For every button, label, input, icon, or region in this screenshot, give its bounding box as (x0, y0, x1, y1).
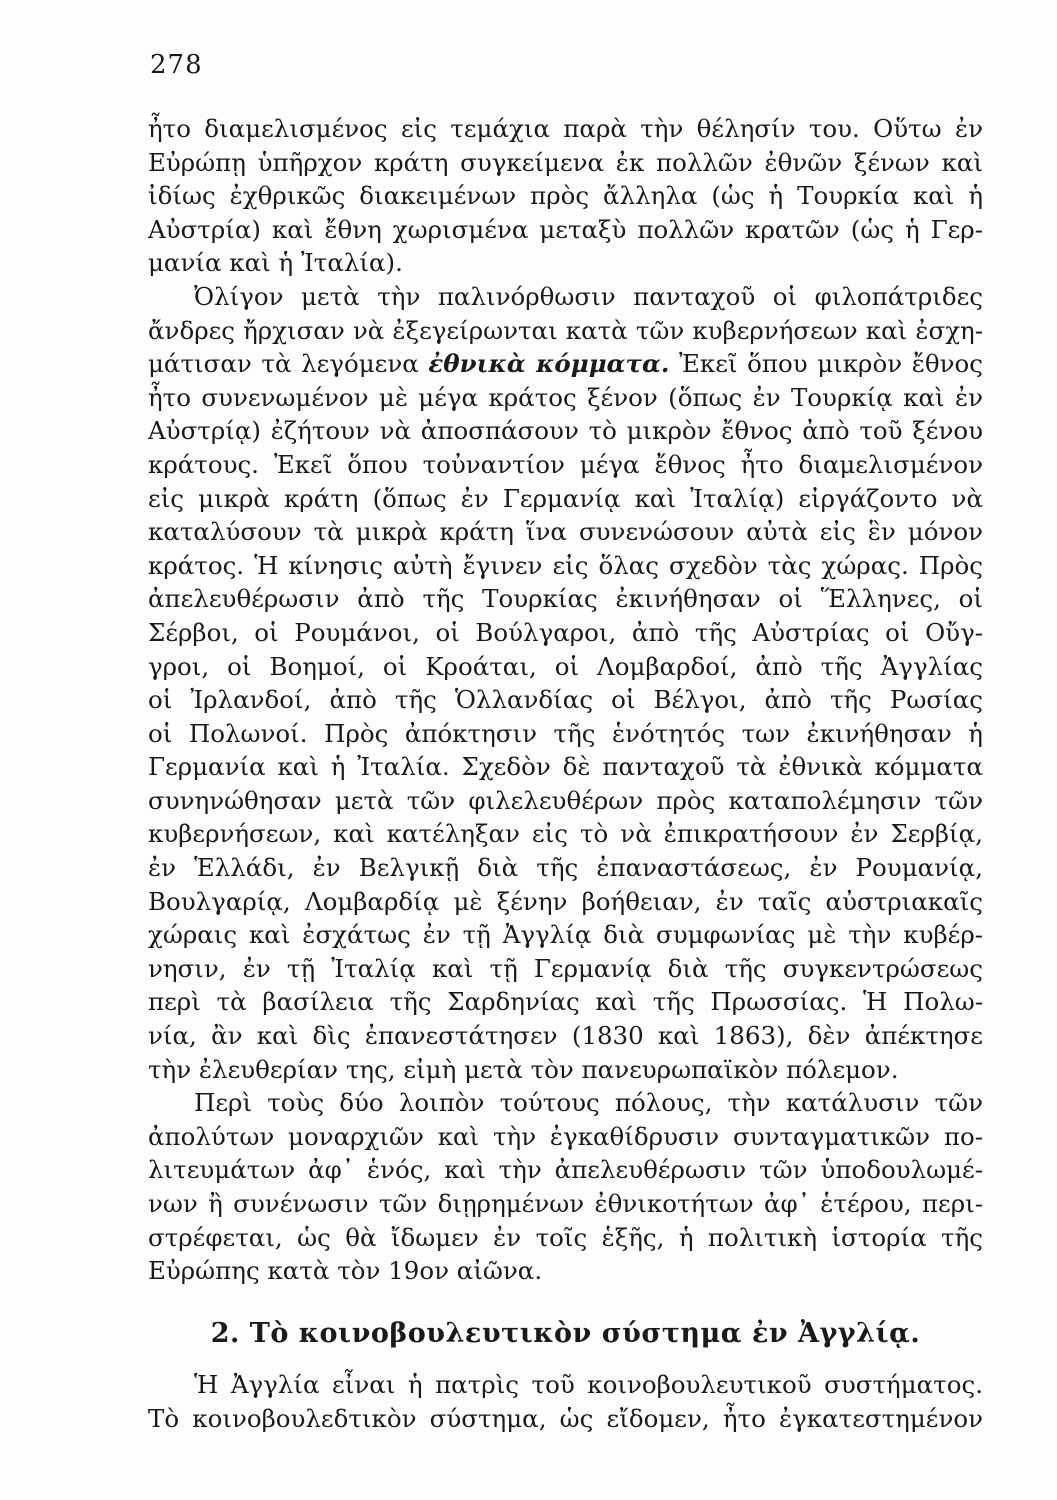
text-line: Ὀλίγον μετὰ τὴν παλινόρθωσιν πανταχοῦ οἱ φιλοπάτριδες (194, 281, 983, 311)
text-line: Ἡ Ἀγγλία εἶναι ἡ πατρὶς τοῦ κοινοβουλευτικοῦ συστήματος. (194, 1370, 983, 1399)
text-line: ἰδίως ἐχθρικῶς διακειμένων πρὸς ἄλληλα (ὡς ἡ Τουρκία καὶ ἡ (148, 181, 983, 211)
text-line: νησιν, ἐν τῇ Ἰταλίᾳ καὶ τῇ Γερμανίᾳ διὰ τῆς συγκεντρώσεως (148, 953, 983, 983)
body-text (148, 112, 983, 1288)
section-heading: 2. Τὸ κοινοβουλευτικὸν σύστημα ἐν Ἀγγλίᾳ. (210, 1318, 921, 1349)
text-line: νων ἢ συνένωσιν τῶν διῃρημένων ἐθνικοτήτων ἀφ᾽ ἑτέρου, περι- (148, 1189, 983, 1218)
text-line: ἀπελευθέρωσιν ἀπὸ τῆς Τουρκίας ἐκινήθησαν οἱ Ἕλληνες, οἱ (148, 584, 983, 614)
text-line: Γερμανία καὶ ἡ Ἰταλία. Σχεδὸν δὲ πανταχοῦ τὰ ἐθνικὰ κόμματα (148, 752, 983, 782)
text-line: γροι, οἱ Βοημοί, οἱ Κροάται, οἱ Λομβαρδοί, ἀπὸ τῆς Ἀγγλίας (148, 651, 983, 681)
text-line: Βουλγαρίᾳ, Λομβαρδίᾳ μὲ ξένην βοήθειαν, ἐν ταῖς αὐστριακαῖς (148, 886, 983, 916)
text-line: συνηνώθησαν μετὰ τῶν φιλελευθέρων πρὸς καταπολέμησιν τῶν (148, 785, 983, 815)
text-line: περὶ τὰ βασίλεια τῆς Σαρδηνίας καὶ τῆς Πρωσσίας. Ἡ Πολω- (148, 987, 983, 1017)
text-line: στρέφεται, ὡς θὰ ἴδωμεν ἐν τοῖς ἑξῆς, ἡ πολιτικὴ ἱστορία τῆς (148, 1222, 983, 1252)
text-line-with-emphasis (148, 347, 983, 381)
emphasized-term: ἐθνικὰ κόμματα. (428, 349, 670, 379)
text-segment: μάτισαν τὰ λεγόμενα (148, 349, 419, 379)
text-line: Σέρβοι, οἱ Ρουμάνοι, οἱ Βούλγαροι, ἀπὸ τῆς Αὐστρίας οἱ Οὔγ- (148, 617, 983, 647)
text-line: Εὐρώπῃ ὑπῆρχον κράτη συγκείμενα ἐκ πολλῶν ἐθνῶν ξένων καὶ (148, 147, 983, 177)
text-line: Αὐστρίᾳ) ἐζήτουν νὰ ἀποσπάσουν τὸ μικρὸν ἔθνος ἀπὸ τοῦ ξένου (148, 416, 983, 446)
text-line: εἰς μικρὰ κράτη (ὅπως ἐν Γερμανίᾳ καὶ Ἰταλίᾳ) εἰργάζοντο νὰ (148, 483, 983, 513)
text-line: Αὐστρία) καὶ ἔθνη χωρισμένα μεταξὺ πολλῶν κρατῶν (ὡς ἡ Γερ- (148, 214, 983, 244)
text-line: ἀπολύτων μοναρχιῶν καὶ τὴν ἐγκαθίδρυσιν συνταγματικῶν πο- (148, 1121, 983, 1151)
page-number: 278 (150, 50, 203, 80)
text-line: κράτους. Ἐκεῖ ὅπου τοὐναντίον μέγα ἔθνος ἦτο διαμελισμένον (148, 449, 983, 479)
text-line: οἱ Ἰρλανδοί, ἀπὸ τῆς Ὁλλανδίας οἱ Βέλγοι, ἀπὸ τῆς Ρωσίας (148, 685, 983, 715)
text-line: μανία καὶ ἡ Ἰταλία). (148, 248, 403, 278)
text-line: ἦτο διαμελισμένος εἰς τεμάχια παρὰ τὴν θέλησίν του. Οὕτω ἐν (148, 114, 983, 143)
text-line: καταλύσουν τὰ μικρὰ κράτη ἵνα συνενώσουν αὐτὰ εἰς ἓν μόνον (148, 517, 983, 547)
text-line: ἄνδρες ἤρχισαν νὰ ἐξεγείρωνται κατὰ τῶν κυβερνήσεων καὶ ἐσχη- (148, 315, 983, 345)
text-line: ἦτο συνενωμένον μὲ μέγα κράτος ξένον (ὅπως ἐν Τουρκίᾳ καὶ ἐν (148, 382, 983, 412)
text-line: οἱ Πολωνοί. Πρὸς ἀπόκτησιν τῆς ἑνότητός των ἐκινήθησαν ἡ (148, 718, 983, 748)
text-line: ἐν Ἑλλάδι, ἐν Βελγικῇ διὰ τῆς ἐπαναστάσεως, ἐν Ρουμανίᾳ, (148, 853, 983, 883)
text-line: Εὐρώπης κατὰ τὸν 19ον αἰῶνα. (148, 1256, 543, 1286)
section-body-text (148, 1368, 983, 1435)
text-line: Τὸ κοινοβουλεδτικὸν σύστημα, ὡς εἴδομεν, ἦτο ἐγκατεστημένον (148, 1403, 983, 1433)
text-line: κράτος. Ἡ κίνησις αὐτὴ ἔγινεν εἰς ὅλας σχεδὸν τὰς χώρας. Πρὸς (148, 550, 983, 580)
text-line: λιτευμάτων ἀφ᾽ ἑνός, καὶ τὴν ἀπελευθέρωσιν τῶν ὑποδουλωμέ- (148, 1155, 983, 1185)
text-line: τὴν ἐλευθερίαν της, εἰμὴ μετὰ τὸν πανευρωπαϊκὸν πόλεμον. (148, 1054, 899, 1084)
text-line: κυβερνήσεων, καὶ κατέληξαν εἰς τὸ νὰ ἐπικρατήσουν ἐν Σερβίᾳ, (148, 819, 983, 849)
text-line: νία, ἂν καὶ δὶς ἐπανεστάτησεν (1830 καὶ 1863), δὲν ἀπέκτησε (148, 1021, 983, 1051)
text-line: Περὶ τοὺς δύο λοιπὸν τούτους πόλους, τὴν κατάλυσιν τῶν (194, 1088, 983, 1118)
text-line: χώραις καὶ ἐσχάτως ἐν τῇ Ἀγγλίᾳ διὰ συμφωνίας μὲ τὴν κυβέρ- (148, 920, 983, 950)
text-segment: Ἐκεῖ ὅπου μικρὸν ἔθνος (678, 349, 983, 379)
